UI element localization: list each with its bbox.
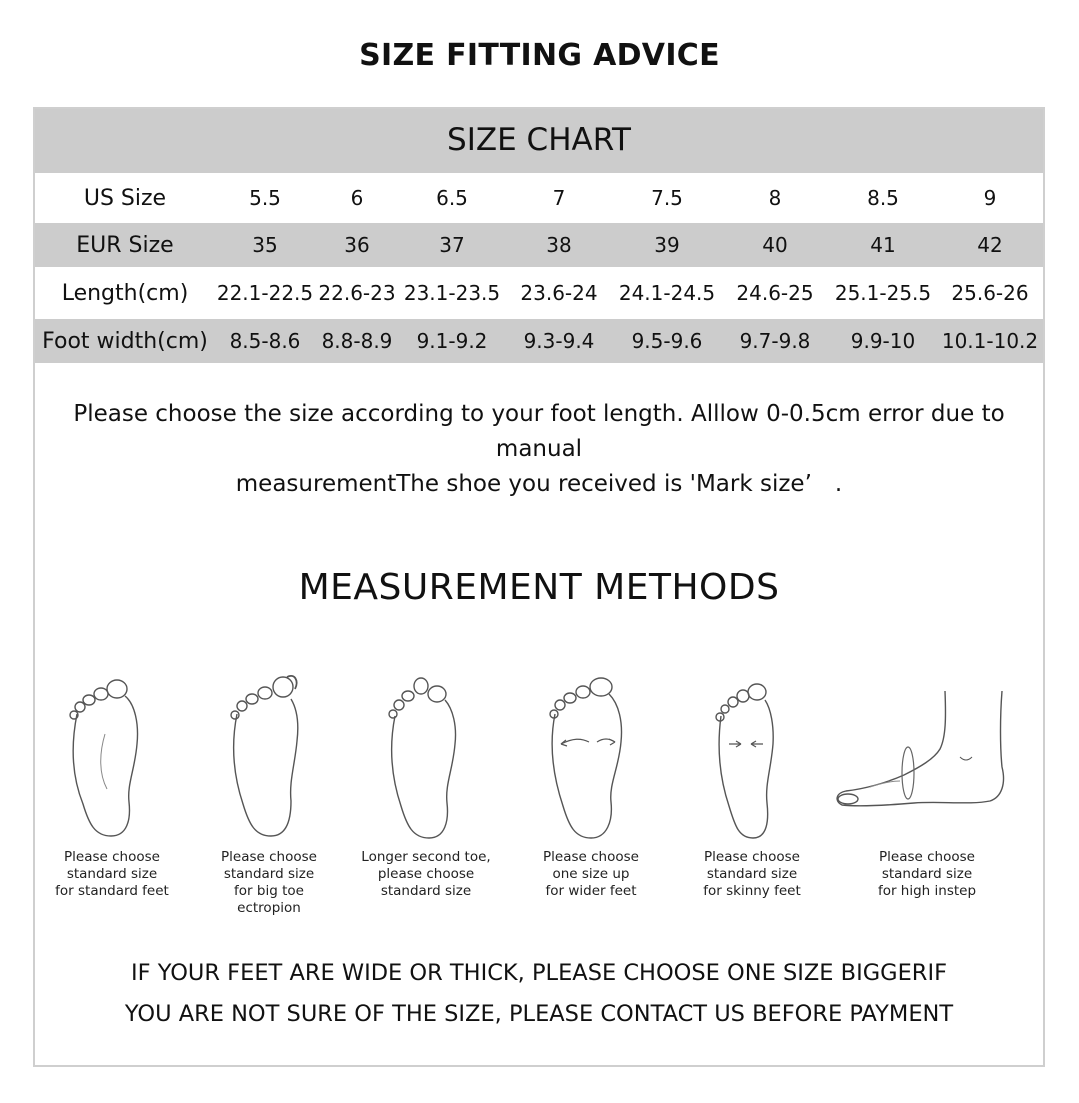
skinny-foot-icon — [707, 674, 797, 844]
size-advice-panel — [33, 107, 1045, 1067]
foot-width-row — [35, 319, 1043, 363]
wide-foot-icon — [545, 672, 635, 844]
caption-line: for skinny feet — [703, 883, 801, 899]
table-cell: 8.5-8.6 — [215, 319, 315, 363]
table-cell: 37 — [399, 223, 505, 267]
eur-size-row — [35, 223, 1043, 267]
caption-line: Please choose — [704, 849, 800, 865]
table-cell: 22.6-23 — [318, 281, 396, 305]
table-cell: 8.8-8.9 — [315, 319, 399, 363]
size-chart-table — [35, 173, 1043, 363]
caption-line: Longer second toe, — [361, 849, 491, 865]
table-cell: 7.5 — [651, 186, 683, 210]
table-cell: 22.1-22.5 — [216, 281, 314, 305]
caption-line: Please choose — [543, 849, 639, 865]
bottom-note-line-1: IF YOUR FEET ARE WIDE OR THICK, PLEASE CHOOSE ONE SIZE BIGGERIF — [130, 960, 948, 986]
row-label: Foot width(cm) — [35, 319, 215, 363]
table-cell: 9 — [983, 186, 997, 210]
table-cell: 9.9-10 — [829, 319, 937, 363]
size-note-line: Please choose the size according to your foot length. Alllow 0-0.5cm error due to manual — [73, 401, 1005, 462]
caption-line: for big toe — [234, 883, 304, 899]
size-note — [35, 397, 1043, 502]
method-caption-big-toe — [184, 849, 354, 917]
table-cell: 42 — [937, 223, 1043, 267]
table-cell: 9.7-9.8 — [721, 319, 829, 363]
standard-foot-icon — [65, 674, 155, 844]
table-cell: 23.6-24 — [520, 281, 598, 305]
method-caption-skinny — [667, 849, 837, 900]
caption-line: standard size — [881, 866, 973, 882]
longer-second-toe-foot-icon — [383, 674, 473, 844]
method-caption-high-instep — [842, 849, 1012, 900]
table-cell: 9.1-9.2 — [399, 319, 505, 363]
table-cell: 9.3-9.4 — [505, 319, 613, 363]
table-cell: 5.5 — [249, 186, 281, 210]
big-toe-ectropion-foot-icon — [225, 669, 315, 844]
table-cell: 23.1-23.5 — [403, 281, 501, 305]
size-note-line: measurementThe shoe you received is 'Mark size’ . — [235, 471, 843, 497]
table-cell: 40 — [721, 223, 829, 267]
caption-line: standard size — [66, 866, 158, 882]
methods-title: MEASUREMENT METHODS — [298, 567, 780, 608]
table-cell: 39 — [613, 223, 721, 267]
high-instep-foot-icon — [830, 687, 1010, 819]
caption-line: standard size — [706, 866, 798, 882]
caption-line: Please choose — [221, 849, 317, 865]
table-cell: 24.1-24.5 — [618, 281, 716, 305]
method-caption-wide — [506, 849, 676, 900]
page-title: SIZE FITTING ADVICE — [359, 38, 720, 73]
caption-line: standard size — [223, 866, 315, 882]
row-label: Length(cm) — [61, 280, 189, 306]
table-cell: 9.5-9.6 — [613, 319, 721, 363]
bottom-note-line-2: YOU ARE NOT SURE OF THE SIZE, PLEASE CONTACT US BEFORE PAYMENT — [124, 1001, 954, 1027]
table-cell: 36 — [315, 223, 399, 267]
row-label: EUR Size — [35, 223, 215, 267]
row-label: US Size — [83, 185, 167, 211]
table-cell: 25.6-26 — [951, 281, 1029, 305]
table-cell: 10.1-10.2 — [937, 319, 1043, 363]
table-cell: 25.1-25.5 — [834, 281, 932, 305]
caption-line: one size up — [552, 866, 630, 882]
size-chart-header: SIZE CHART — [35, 109, 1043, 173]
table-cell: 6.5 — [436, 186, 468, 210]
caption-line: for wider feet — [545, 883, 637, 899]
caption-line: for standard feet — [55, 883, 169, 899]
method-caption-second-toe — [341, 849, 511, 900]
caption-line: Please choose — [64, 849, 160, 865]
caption-line: for high instep — [877, 883, 977, 899]
caption-line: please choose — [377, 866, 475, 882]
table-cell: 38 — [505, 223, 613, 267]
caption-line: Please choose — [879, 849, 975, 865]
table-cell: 8 — [768, 186, 782, 210]
table-cell: 6 — [350, 186, 364, 210]
table-cell: 24.6-25 — [736, 281, 814, 305]
caption-line: standard size — [380, 883, 472, 899]
table-cell: 8.5 — [867, 186, 899, 210]
method-caption-standard — [27, 849, 197, 900]
table-cell: 7 — [552, 186, 566, 210]
table-cell: 35 — [215, 223, 315, 267]
table-cell: 41 — [829, 223, 937, 267]
us-size-row — [35, 173, 1043, 223]
caption-line: ectropion — [237, 900, 301, 916]
length-row — [35, 267, 1043, 319]
